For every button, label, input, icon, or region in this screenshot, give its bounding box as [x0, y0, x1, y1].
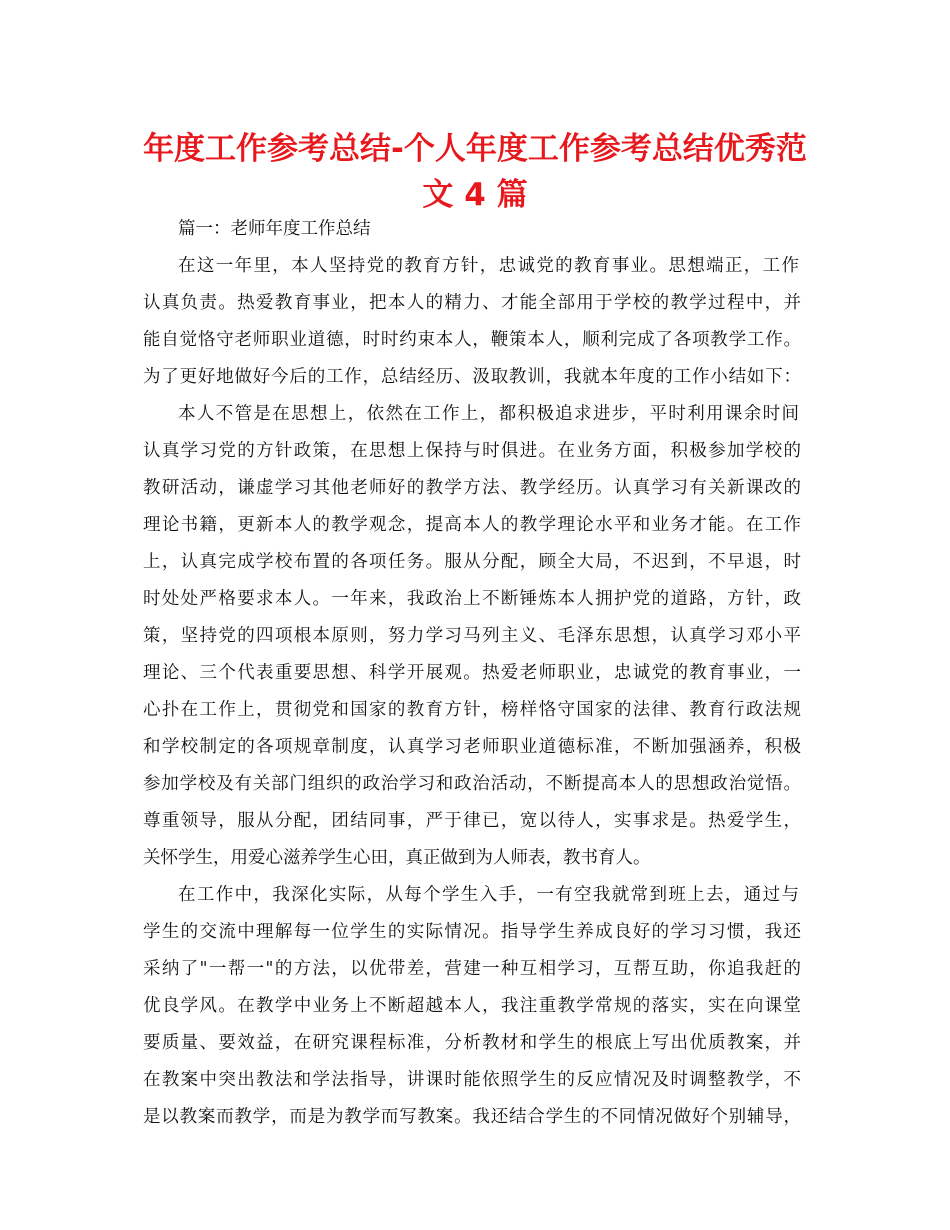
paragraph-line: 认真负责。热爱教育事业，把本人的精力、才能全部用于学校的教学过程中，并	[143, 293, 801, 313]
paragraph-line: 参加学校及有关部门组织的政治学习和政治活动，不断提高本人的思想政治觉悟。	[143, 774, 801, 794]
paragraph-line: 策，坚持党的四项根本原则，努力学习马列主义、毛泽东思想，认真学习邓小平	[143, 626, 801, 646]
paragraph-line: 学生的交流中理解每一位学生的实际情况。指导学生养成良好的学习习惯，我还	[143, 922, 801, 942]
document-title-line-1: 年度工作参考总结-个人年度工作参考总结优秀范	[143, 131, 807, 167]
section-heading: 篇一：老师年度工作总结	[178, 219, 371, 239]
paragraph-line: 在工作中，我深化实际，从每个学生入手，一有空我就常到班上去，通过与	[178, 885, 799, 905]
paragraph-line: 关怀学生，用爱心滋养学生心田，真正做到为人师表，教书育人。	[143, 848, 651, 868]
paragraph-line: 能自觉恪守老师职业道德，时时约束本人，鞭策本人，顺利完成了各项教学工作。	[143, 330, 801, 350]
paragraph-line: 理论、三个代表重要思想、科学开展观。热爱老师职业，忠诚党的教育事业，一	[143, 663, 801, 683]
paragraph-line: 本人不管是在思想上，依然在工作上，都积极追求进步，平时利用课余时间	[178, 404, 799, 424]
paragraph-line: 采纳了"一帮一"的方法，以优带差，营建一种互相学习，互帮互助，你追我赶的	[143, 959, 801, 979]
paragraph-line: 和学校制定的各项规章制度，认真学习老师职业道德标准，不断加强涵养，积极	[143, 737, 801, 757]
paragraph-line: 理论书籍，更新本人的教学观念，提高本人的教学理论水平和业务才能。在工作	[143, 515, 801, 535]
paragraph-line: 在教案中突出教法和学法指导，讲课时能依照学生的反应情况及时调整教学，不	[143, 1070, 801, 1090]
paragraph-line: 是以教案而教学，而是为教学而写教案。我还结合学生的不同情况做好个别辅导，	[143, 1107, 801, 1127]
paragraph-line: 上，认真完成学校布置的各项任务。服从分配，顾全大局，不迟到，不早退，时	[143, 552, 801, 572]
paragraph-line: 心扑在工作上，贯彻党和国家的教育方针，榜样恪守国家的法律、教育行政法规	[143, 700, 801, 720]
paragraph-line: 尊重领导，服从分配，团结同事，严于律已，宽以待人，实事求是。热爱学生，	[143, 811, 801, 831]
paragraph-line: 在这一年里，本人坚持党的教育方针，忠诚党的教育事业。思想端正，工作	[178, 256, 799, 276]
paragraph-line: 为了更好地做好今后的工作，总结经历、汲取教训，我就本年度的工作小结如下：	[143, 367, 801, 387]
document-title-line-2: 文 4 篇	[422, 177, 528, 213]
paragraph-line: 优良学风。在教学中业务上不断超越本人，我注重教学常规的落实，实在向课堂	[143, 996, 801, 1016]
paragraph-line: 要质量、要效益，在研究课程标准，分析教材和学生的根底上写出优质教案，并	[143, 1033, 801, 1053]
paragraph-line: 教研活动，谦虚学习其他老师好的教学方法、教学经历。认真学习有关新课改的	[143, 478, 801, 498]
paragraph-line: 时处处严格要求本人。一年来，我政治上不断锤炼本人拥护党的道路，方针，政	[143, 589, 801, 609]
paragraph-line: 认真学习党的方针政策，在思想上保持与时俱进。在业务方面，积极参加学校的	[143, 441, 801, 461]
